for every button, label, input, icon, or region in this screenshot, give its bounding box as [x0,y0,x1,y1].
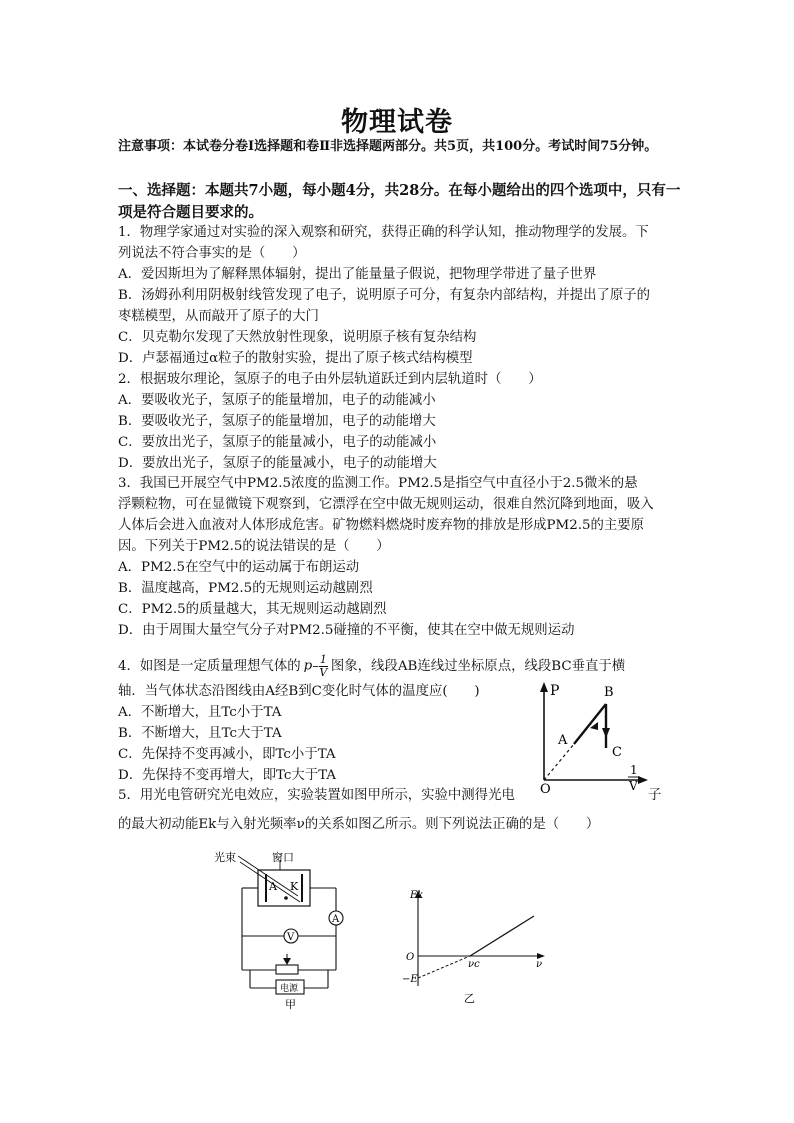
q5-stem-line1: 5．用光电管研究光电效应，实验装置如图甲所示，实验中测得光电 [118,788,515,803]
bc-direction-arrow-icon [602,728,610,738]
q4-pv-graph [530,678,660,798]
point-c-label: C [612,745,622,760]
ek-axis-label: Ek [410,890,424,901]
q4-option-a: A．不断增大，且Tc小于TA [118,705,282,720]
q3-option-c: C．PM2.5的质量越大，其无规则运动越剧烈 [118,602,387,617]
q1-option-c: C．贝克勒尔发现了天然放射性现象，说明原子核有复杂结构 [118,330,477,345]
origin-label: O [406,952,415,963]
slider-arrow-icon [283,958,291,965]
q3-option-d: D．由于周围大量空气分子对PM2.5碰撞的不平衡，使其在空中做无规则运动 [118,623,575,638]
q4-option-d: D．先保持不变再增大，即Tc大于TA [118,768,337,783]
q2-option-c: C．要放出光子，氢原子的能量减小，电子的动能减小 [118,435,437,450]
voltmeter-label: V [287,932,295,943]
q4-stem-pre: 4．如图是一定质量理想气体的 [118,659,301,674]
q4-stem-post: 图象，线段AB连线过坐标原点，线段BC垂直于横 [330,659,626,674]
window-label: 窗口 [272,851,294,864]
ammeter-label: A [332,914,340,925]
ek-line [470,916,534,956]
p-axis-arrow-icon [540,682,548,692]
cutoff-frequency-label: νc [468,959,480,970]
q1-option-d: D．卢瑟福通过α粒子的散射实验，提出了原子核式结构模型 [118,351,473,366]
ek-vs-frequency-graph [382,882,552,1008]
rheostat [276,965,298,974]
q3-option-a: A．PM2.5在空气中的运动属于布朗运动 [118,560,360,575]
cathode-label: K [290,880,299,893]
photoelectric-circuit-figure [210,846,360,1012]
electron-dot [284,896,288,900]
q1-option-a: A．爱因斯坦为了解释黑体辐射，提出了能量量子假说，把物理学带进了量子世界 [118,267,597,282]
q2-option-d: D．要放出光子，氢原子的能量减小，电子的动能增大 [118,456,437,471]
origin-dashed-line [544,744,574,780]
light-beam-label: 光束 [214,851,236,864]
q1-option-b-cont: 枣糕模型，从而敲开了原子的大门 [118,309,319,324]
segment-ab [574,704,606,744]
q5-stem-line2: 的最大初动能Ek与入射光频率ν的关系如图乙所示。则下列说法正确的是（ ） [118,817,600,832]
q3-stem-line1: 3．我国已开展空气中PM2.5浓度的监测工作。PM2.5是指空气中直径小于2.5微米的悬 [118,476,638,491]
q1-stem-line1: 1．物理学家通过对实验的深入观察和研究，获得正确的科学认知，推动物理学的发展。下 [118,225,649,240]
q3-stem-line4: 因。下列关于PM2.5的说法错误的是（ ） [118,539,390,554]
q1-stem-line2: 列说法不符合事实的是（ ） [118,246,306,261]
x-axis-denominator: V [629,779,638,793]
q3-option-b: B．温度越高，PM2.5的无规则运动越剧烈 [118,581,373,596]
q4-option-b: B．不断增大，且Tc大于TA [118,726,282,741]
origin-label: O [540,782,551,797]
section-heading: 一、选择题：本题共7小题，每小题4分，共28分。在每小题给出的四个选项中，只有一项是符合题目要求的。 [118,182,681,221]
anode-label: A [269,880,277,893]
p-axis-label: P [550,683,560,699]
nu-axis-label: ν [536,959,543,970]
q2-stem: 2．根据玻尔理论，氢原子的电子由外层轨道跃迁到内层轨道时（ ） [118,372,542,387]
q4-stem-line1 [118,654,625,679]
q3-stem-line3: 人体后会进入血液对人体形成危害。矿物燃料燃烧时废弃物的排放是形成PM2.5的主要原 [118,518,645,533]
q4-stem-line2: 轴．当气体状态沿图线由A经B到C变化时气体的温度应( ) [118,684,480,699]
figure-jia-caption: 甲 [285,998,296,1011]
q4-option-c: C．先保持不变再减小，即Tc小于TA [118,747,336,762]
q5-stem-line1-tail: 子 [648,788,662,803]
q1-option-b: B．汤姆孙利用阴极射线管发现了电子，说明原子可分，有复杂内部结构，并提出了原子的 [118,288,651,303]
page-title: 物理试卷 [341,107,453,138]
x-axis-numerator: 1 [630,763,638,777]
power-supply-label: 电源 [280,984,299,994]
q2-option-a: A．要吸收光子，氢原子的能量增加，电子的动能减小 [118,393,436,408]
point-b-label: B [604,685,614,700]
exam-notice: 注意事项：本试卷分卷Ⅰ选择题和卷Ⅱ非选择题两部分。共5页，共100分。考试时间75分钟。 [118,139,658,154]
figure-yi-caption: 乙 [464,992,475,1005]
q3-stem-line2: 浮颗粒物，可在显微镜下观察到，它漂浮在空中做无规则运动，很难自然沉降到地面，吸入 [118,497,654,512]
q2-option-b: B．要吸收光子，氢原子的能量增加，电子的动能增大 [118,414,436,429]
p-1-over-v-formula: p– $\frac{1}{V}$ [303,653,328,679]
negative-e-label: −E [402,974,418,985]
point-a-label: A [558,733,568,748]
extrapolated-line [418,956,470,978]
